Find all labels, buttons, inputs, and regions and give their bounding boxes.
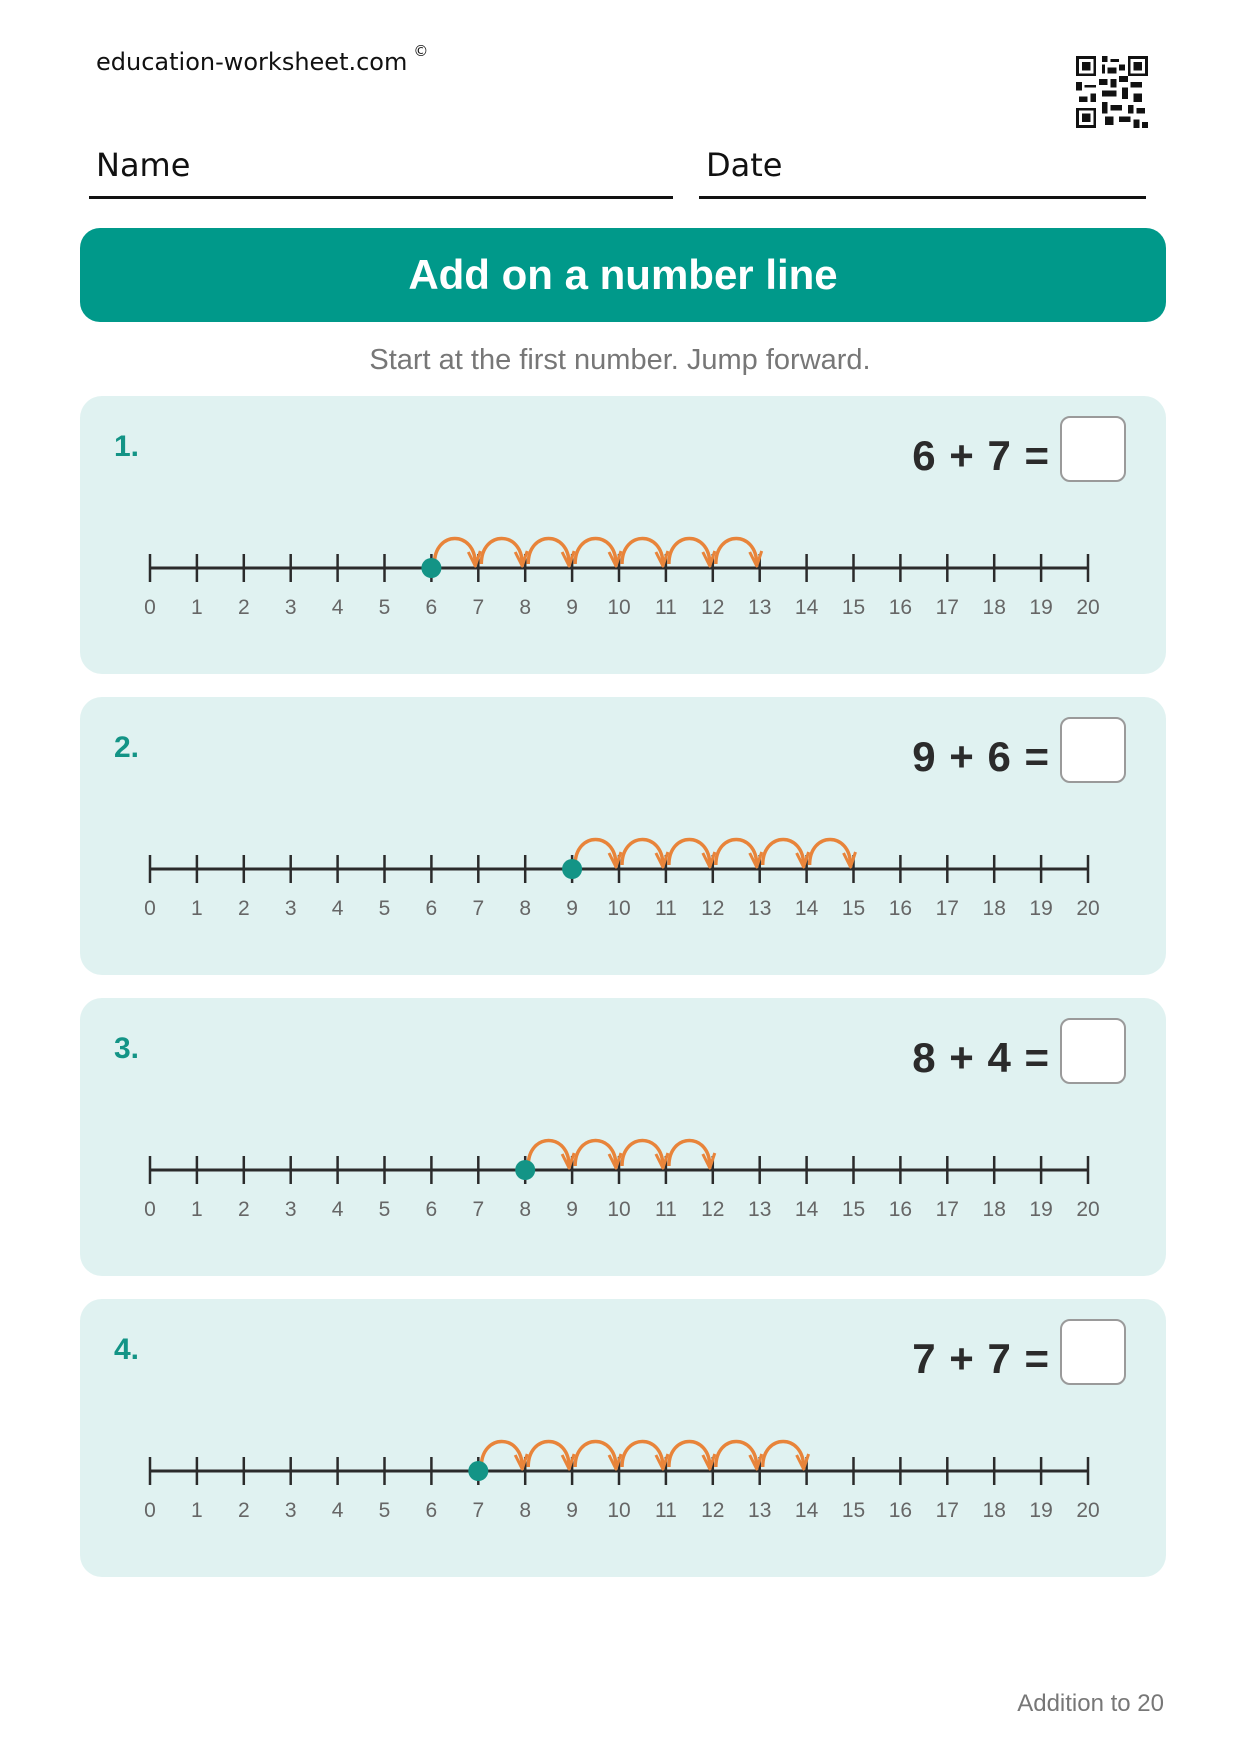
- tick-label: 8: [519, 1198, 532, 1221]
- tick-label: 1: [191, 897, 203, 920]
- tick-label: 12: [701, 1198, 725, 1221]
- jump-arc: [622, 1141, 663, 1167]
- equation-eq: =: [1024, 1335, 1050, 1382]
- tick-label: 5: [378, 596, 391, 619]
- tick-label: 4: [331, 1499, 344, 1522]
- equation-eq: =: [1024, 1034, 1050, 1081]
- equation-a: 8: [912, 1034, 937, 1081]
- tick-label: 10: [607, 1198, 631, 1221]
- tick-label: 8: [519, 1499, 532, 1522]
- jump-arc: [575, 1141, 616, 1167]
- tick-label: 7: [472, 596, 485, 619]
- footer-topic: Addition to 20: [1017, 1690, 1164, 1717]
- tick-label: 7: [472, 897, 485, 920]
- jump-arc: [669, 1141, 710, 1167]
- tick-label: 17: [935, 897, 959, 920]
- tick-label: 2: [237, 897, 250, 920]
- problem-card: [80, 697, 1166, 975]
- equation-eq: =: [1024, 733, 1050, 780]
- tick-label: 7: [472, 1198, 485, 1221]
- tick-label: 10: [607, 1499, 631, 1522]
- tick-label: 13: [748, 1499, 772, 1522]
- tick-label: 14: [794, 1499, 819, 1522]
- start-dot: [515, 1160, 535, 1180]
- tick-label: 14: [794, 596, 819, 619]
- tick-label: 1: [191, 596, 203, 619]
- tick-label: 4: [331, 1198, 344, 1221]
- start-dot: [468, 1461, 488, 1481]
- tick-label: 2: [237, 1499, 250, 1522]
- date-label: Date: [706, 146, 783, 184]
- tick-label: 7: [472, 1499, 485, 1522]
- tick-label: 9: [566, 596, 578, 619]
- name-label: Name: [96, 146, 191, 184]
- problem-card: [80, 998, 1166, 1276]
- tick-label: 6: [425, 1198, 438, 1221]
- jump-arc: [763, 840, 804, 866]
- tick-label: 16: [888, 897, 913, 920]
- tick-label: 15: [841, 596, 866, 619]
- tick-label: 15: [841, 897, 866, 920]
- equation-op: +: [949, 1034, 975, 1081]
- jump-arc: [716, 539, 757, 565]
- date-field[interactable]: [699, 140, 1146, 199]
- number-line: [80, 998, 1166, 1276]
- tick-label: 12: [701, 897, 725, 920]
- jump-arc: [575, 1442, 616, 1468]
- tick-label: 17: [935, 1499, 959, 1522]
- tick-label: 13: [748, 897, 772, 920]
- tick-label: 12: [701, 1499, 725, 1522]
- jump-arc: [669, 840, 710, 866]
- jump-arc: [528, 1442, 569, 1468]
- jump-arc: [622, 539, 663, 565]
- tick-label: 4: [331, 596, 344, 619]
- problem-number: 1.: [114, 430, 140, 463]
- jump-arc: [669, 539, 710, 565]
- tick-label: 11: [654, 596, 677, 619]
- jump-arc: [528, 1141, 569, 1167]
- tick-label: 14: [794, 1198, 819, 1221]
- tick-label: 9: [566, 1198, 578, 1221]
- copyright-symbol: ©: [413, 42, 429, 60]
- tick-label: 5: [378, 897, 391, 920]
- equation-a: 7: [912, 1335, 937, 1382]
- equation-op: +: [949, 1335, 975, 1382]
- site-name: education-worksheet.com ©: [96, 42, 429, 76]
- tick-label: 3: [284, 897, 297, 920]
- tick-label: 6: [425, 897, 438, 920]
- problem-card: [80, 1299, 1166, 1577]
- tick-label: 10: [607, 596, 631, 619]
- start-dot: [562, 859, 582, 879]
- equation-eq: =: [1024, 432, 1050, 479]
- start-dot: [421, 558, 441, 578]
- tick-label: 3: [284, 1499, 297, 1522]
- tick-label: 13: [748, 1198, 772, 1221]
- tick-label: 10: [607, 897, 631, 920]
- equation-b: 7: [987, 1335, 1012, 1382]
- tick-label: 17: [935, 596, 959, 619]
- tick-label: 17: [935, 1198, 959, 1221]
- equation-b: 4: [987, 1034, 1012, 1081]
- tick-label: 13: [748, 596, 772, 619]
- tick-label: 15: [841, 1499, 866, 1522]
- jump-arc: [810, 840, 851, 866]
- tick-label: 19: [1029, 1499, 1053, 1522]
- tick-label: 14: [794, 897, 819, 920]
- problem-number: 3.: [114, 1032, 140, 1065]
- instructions: Start at the first number. Jump forward.: [369, 344, 871, 376]
- tick-label: 3: [284, 1198, 297, 1221]
- tick-label: 18: [982, 596, 1006, 619]
- tick-label: 11: [654, 1499, 677, 1522]
- tick-label: 9: [566, 1499, 578, 1522]
- jump-arc: [622, 1442, 663, 1468]
- problem-number: 4.: [114, 1333, 140, 1366]
- tick-label: 18: [982, 897, 1006, 920]
- tick-label: 16: [888, 1198, 913, 1221]
- tick-label: 5: [378, 1499, 391, 1522]
- name-field[interactable]: [89, 140, 673, 199]
- tick-label: 18: [982, 1499, 1006, 1522]
- tick-label: 4: [331, 897, 344, 920]
- tick-label: 20: [1076, 1499, 1100, 1522]
- jump-arc: [716, 1442, 757, 1468]
- tick-label: 6: [425, 1499, 438, 1522]
- tick-label: 9: [566, 897, 578, 920]
- number-line: [80, 396, 1166, 674]
- tick-label: 11: [654, 897, 677, 920]
- equation-a: 6: [912, 432, 937, 479]
- tick-label: 2: [237, 596, 250, 619]
- tick-label: 16: [888, 596, 913, 619]
- jump-arc: [481, 539, 522, 565]
- tick-label: 3: [284, 596, 297, 619]
- equation-b: 7: [987, 432, 1012, 479]
- tick-label: 20: [1076, 1198, 1100, 1221]
- problem-number: 2.: [114, 731, 140, 764]
- tick-label: 6: [425, 596, 438, 619]
- equation-a: 9: [912, 733, 937, 780]
- tick-label: 0: [144, 596, 156, 619]
- tick-label: 11: [654, 1198, 677, 1221]
- problem-card: [80, 396, 1166, 674]
- tick-label: 20: [1076, 897, 1100, 920]
- jump-arc: [622, 840, 663, 866]
- worksheet-title: Add on a number line: [80, 228, 1166, 322]
- tick-label: 19: [1029, 596, 1053, 619]
- tick-label: 12: [701, 596, 725, 619]
- number-line: [80, 1299, 1166, 1577]
- tick-label: 15: [841, 1198, 866, 1221]
- tick-label: 19: [1029, 1198, 1053, 1221]
- tick-label: 2: [237, 1198, 250, 1221]
- tick-label: 0: [144, 1198, 156, 1221]
- qr-code-icon: [1076, 56, 1148, 128]
- tick-label: 18: [982, 1198, 1006, 1221]
- tick-label: 0: [144, 1499, 156, 1522]
- tick-label: 8: [519, 596, 532, 619]
- tick-label: 1: [191, 1499, 203, 1522]
- jump-arc: [575, 539, 616, 565]
- equation-op: +: [949, 733, 975, 780]
- jump-arc: [716, 840, 757, 866]
- equation-op: +: [949, 432, 975, 479]
- number-line: [80, 697, 1166, 975]
- tick-label: 19: [1029, 897, 1053, 920]
- jump-arc: [669, 1442, 710, 1468]
- tick-label: 20: [1076, 596, 1100, 619]
- tick-label: 1: [191, 1198, 203, 1221]
- equation-b: 6: [987, 733, 1012, 780]
- tick-label: 8: [519, 897, 532, 920]
- tick-label: 16: [888, 1499, 913, 1522]
- jump-arc: [575, 840, 616, 866]
- jump-arc: [481, 1442, 522, 1468]
- tick-label: 0: [144, 897, 156, 920]
- jump-arc: [763, 1442, 804, 1468]
- jump-arc: [434, 539, 475, 565]
- jump-arc: [528, 539, 569, 565]
- tick-label: 5: [378, 1198, 391, 1221]
